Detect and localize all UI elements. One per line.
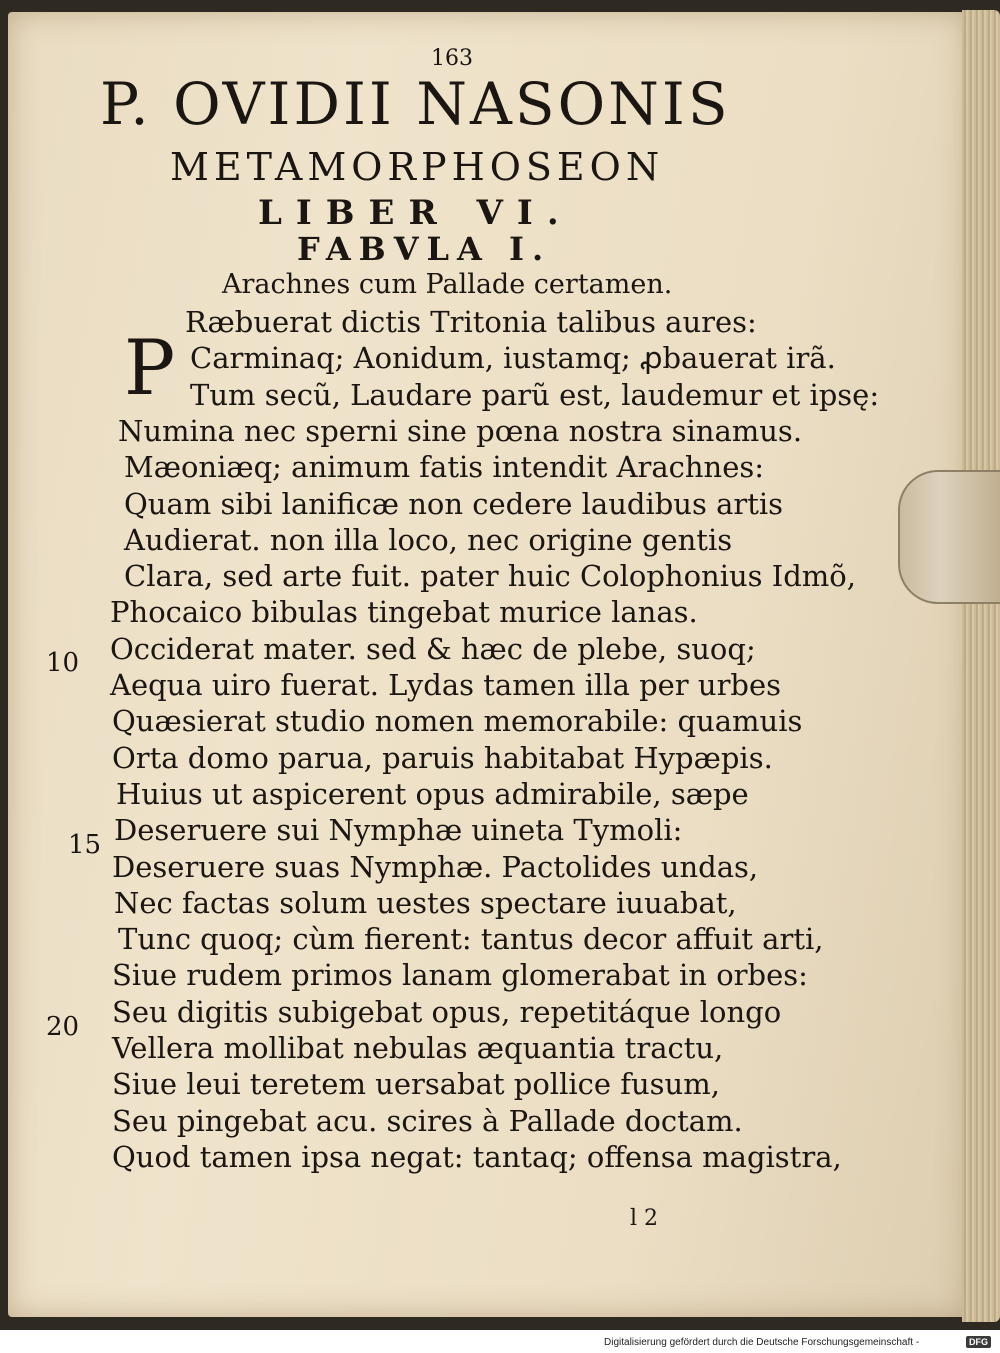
drop-cap: P [124,323,176,412]
verse-line: Huius ut aspicerent opus admirabile, sæpe [116,777,749,811]
verse-line: Ræbuerat dictis Tritonia talibus aures: [185,305,757,339]
verse-line: Aequa uiro fuerat. Lydas tamen illa per urbes [110,668,782,702]
verse-line: Quam sibi lanificæ non cedere laudibus artis [124,487,784,521]
verse-line: Quod tamen ipsa negat: tantaq; offensa magistra, [112,1140,842,1174]
verse-line: Tum secũ, Laudare parũ est, laudemur et ipsę: [190,378,880,412]
verse-line: Mæoniæq; animum fatis intendit Arachnes: [124,450,765,484]
digitization-credit: Digitalisierung gefördert durch die Deutsche Forschungsgemeinschaft - [604,1337,920,1348]
verse-line: Seu digitis subigebat opus, repetitáque longo [112,995,782,1029]
verse-line: Audierat. non illa loco, nec origine gentis [124,523,733,557]
title-author: P. OVIDII NASONIS [100,70,731,138]
verse-line: Quæsierat studio nomen memorabile: quamuis [112,704,803,738]
verse-line: Deseruere suas Nymphæ. Pactolides undas, [112,850,759,884]
book-clasp [898,470,1000,604]
verse-line: Occiderat mater. sed & hæc de plebe, suoq; [110,632,756,666]
folio-number: 163 [431,46,473,71]
verse-line: Orta domo parua, paruis habitabat Hypæpis. [112,741,773,775]
verse-line: Phocaico bibulas tingebat murice lanas. [110,595,698,629]
verse-line: Siue leui teretem uersabat pollice fusum, [112,1067,720,1101]
line-number: 20 [46,1012,80,1042]
signature-mark: l 2 [630,1206,659,1231]
verse-line: Numina nec sperni sine pœna nostra sinamus. [118,414,803,448]
verse-line: Seu pingebat acu. scires à Pallade doctam. [112,1104,743,1138]
dfg-logo: DFG [966,1336,991,1348]
title-fable: FABVLA I. [297,230,552,268]
verse-line: Tunc quoq; cùm fierent: tantus decor affuit arti, [118,922,824,956]
title-book: LIBER VI. [258,193,573,233]
line-number: 10 [46,648,80,678]
verse-line: Deseruere sui Nymphæ uineta Tymoli: [114,813,683,847]
title-work: METAMORPHOSEON [170,145,665,189]
verse-line: Vellera mollibat nebulas æquantia tractu, [112,1031,724,1065]
line-number: 15 [68,830,102,860]
page-edges [962,10,1000,1322]
verse-line: Carminaq; Aonidum, iustamq; ꝓbauerat irã. [190,341,836,375]
verse-line: Siue rudem primos lanam glomerabat in orbes: [112,958,808,992]
fable-subtitle: Arachnes cum Pallade certamen. [222,269,673,300]
verse-line: Clara, sed arte fuit. pater huic Colophonius Idmõ, [124,559,856,593]
verse-line: Nec factas solum uestes spectare iuuabat, [114,886,737,920]
